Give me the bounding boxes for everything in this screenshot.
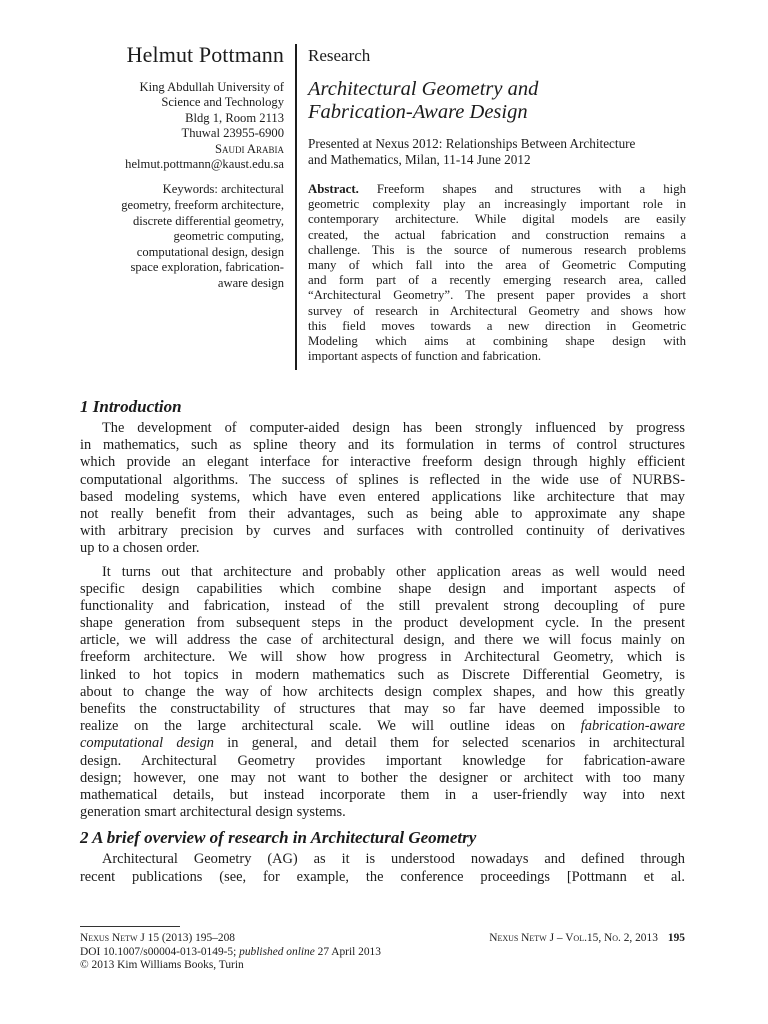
- keywords-line: geometry, freeform architecture,: [121, 198, 284, 213]
- keywords-line: discrete differential geometry,: [132, 213, 284, 228]
- paragraph-text: in general, and detail them for selected scenarios in architectural: [213, 735, 686, 752]
- keywords-line: Keywords: architectural: [162, 182, 284, 197]
- paragraph-line: up to a chosen order.: [80, 540, 200, 557]
- affiliation-line: King Abdullah University of: [139, 80, 284, 94]
- author-email[interactable]: helmut.pottmann@kaust.edu.sa: [125, 157, 284, 172]
- paragraph-line: based modeling systems, which have even entered applications like architecture that may: [80, 488, 685, 505]
- paragraph-line: mathematical details, but instead incorporate them in a user-friendly way into next: [80, 786, 685, 803]
- keywords-line: computational design, design: [136, 244, 284, 259]
- affiliation-country: Saudi Arabia: [214, 141, 284, 156]
- paragraph-line: design; however, one may not want to bother the designer or architect with too many: [80, 769, 685, 786]
- paragraph: [80, 564, 685, 822]
- abstract-line: challenge. This is the source of numerous research problems: [308, 242, 686, 257]
- paragraph-line: generation smart architectural design systems.: [80, 804, 346, 821]
- copyright: © 2013 Kim Williams Books, Turin: [80, 959, 244, 972]
- paragraph-line: not really benefit from their advantages, such as being able to approximate any shape: [80, 505, 685, 522]
- doi-line: [80, 946, 685, 960]
- paragraph: [80, 420, 685, 558]
- abstract-line: this field moves towards a new direction in Geometric: [308, 318, 686, 333]
- keywords-line: space exploration, fabrication-: [130, 260, 284, 275]
- affiliation: [80, 80, 284, 172]
- paragraph-line: which provide an elegant interface for interactive freeform design through highly efficient: [80, 454, 685, 471]
- paper-title-line: Architectural Geometry and: [308, 78, 539, 100]
- paragraph-line: [80, 735, 685, 752]
- page-footer: [80, 932, 685, 973]
- paragraph-line: The development of computer-aided design has been strongly influenced by progress: [102, 420, 685, 436]
- paper-title-line: Fabrication-Aware Design: [308, 101, 528, 123]
- paper-title: [308, 78, 686, 124]
- paragraph-line: specific design capabilities which combine shape design and important aspects of: [80, 580, 685, 597]
- paragraph-line: shape generation from subsequent steps in the product development cycle. In the present: [80, 615, 685, 632]
- affiliation-line: Science and Technology: [161, 95, 284, 110]
- paragraph-line: functionality and fabrication, instead of the still prevalent strong decoupling of pure: [80, 597, 685, 614]
- abstract-text: Freeform shapes and structures with a high: [358, 182, 686, 196]
- section-heading-introduction: 1 Introduction: [80, 397, 182, 416]
- paragraph-line: computational algorithms. The success of splines is reflected in the wide use of NURBS-: [80, 471, 685, 488]
- header-divider: [295, 44, 297, 370]
- journal-citation: Nexus Netw J 15 (2013) 195–208: [80, 932, 235, 944]
- affiliation-line: Bldg 1, Room 2113: [185, 110, 284, 125]
- published-label: published online: [239, 945, 315, 958]
- abstract-line: survey of research in Architectural Geometry and shows how: [308, 303, 686, 318]
- published-date: 27 April 2013: [314, 945, 381, 958]
- abstract-line: geometric complexity play an increasingly important role in: [308, 197, 686, 212]
- emphasis-text: fabrication-aware: [580, 718, 685, 735]
- journal-volume-block: [489, 932, 685, 946]
- paragraph-line: It turns out that architecture and probably other application areas as well would need: [102, 563, 685, 580]
- paragraph-line: benefits the constructability of structures that may so far have deemed impossible to: [80, 701, 685, 717]
- keywords-line: geometric computing,: [173, 229, 284, 244]
- footer-row: [80, 932, 685, 946]
- doi[interactable]: DOI 10.1007/s00004-013-0149-5;: [80, 945, 240, 958]
- paragraph-line: recent publications (see, for example, the conference proceedings [Pottmann et al.: [80, 868, 685, 885]
- presented-line: Presented at Nexus 2012: Relationships Between Architecture: [308, 136, 636, 151]
- paragraph-line: [80, 718, 685, 735]
- presented-at: [308, 136, 686, 168]
- section-heading-overview: 2 A brief overview of research in Architectural Geometry: [80, 828, 477, 848]
- abstract: [308, 182, 686, 364]
- keywords: [80, 182, 284, 291]
- presented-line: and Mathematics, Milan, 11-14 June 2012: [308, 152, 531, 167]
- title-block: [308, 46, 686, 364]
- section-label: Research: [308, 46, 371, 65]
- emphasis-text: computational design: [80, 735, 214, 752]
- author-block: [80, 42, 284, 292]
- paragraph-line: about to change the way of how architects design complex shapes, and how this greatly: [80, 683, 685, 700]
- footer-rule: [80, 926, 180, 927]
- paragraph-line: freeform architecture. We will show how progress in Architectural Geometry, which is: [80, 649, 685, 666]
- paragraph-line: linked to hot topics in modern mathematics such as Discrete Differential Geometry, is: [80, 666, 685, 683]
- abstract-label: Abstract.: [308, 182, 359, 196]
- paragraph-line: design. Architectural Geometry provides important knowledge for fabrication-aware: [80, 752, 685, 769]
- journal-volume: Nexus Netw J – Vol.15, No. 2, 2013: [489, 932, 658, 944]
- paragraph-line: with arbitrary precision by curves and surfaces with controlled continuity of derivatives: [80, 523, 685, 540]
- abstract-line: important aspects of function and fabrication.: [308, 349, 542, 364]
- paragraph-line: Architectural Geometry (AG) as it is understood nowadays and defined through: [102, 851, 685, 868]
- keywords-line: aware design: [217, 276, 284, 290]
- abstract-line: Modeling which aims at combining shape design with: [308, 333, 686, 348]
- abstract-line: created, the actual fabrication and construction remains a: [308, 227, 686, 242]
- page-number: 195: [667, 932, 685, 944]
- paragraph-line: article, we will address the case of architectural design, and there we will focus mainly on: [80, 632, 685, 649]
- affiliation-line: Thuwal 23955-6900: [181, 126, 284, 141]
- abstract-line: contemporary architecture. While digital models are easily: [308, 212, 686, 227]
- body-text: [80, 396, 685, 886]
- paragraph-text: realize on the large architectural scale. We will outline ideas on: [80, 718, 581, 735]
- paragraph-line: in mathematics, such as spline theory and its formulation in terms of control structures: [80, 437, 685, 454]
- abstract-line: “Architectural Geometry”. The present paper provides a short: [308, 288, 686, 303]
- abstract-line: [308, 182, 686, 197]
- paragraph: [80, 851, 685, 885]
- author-name: Helmut Pottmann: [126, 42, 284, 67]
- abstract-line: and form part of a recently emerging research area, called: [308, 273, 686, 288]
- abstract-line: many of which fall into the area of Geometric Computing: [308, 257, 686, 272]
